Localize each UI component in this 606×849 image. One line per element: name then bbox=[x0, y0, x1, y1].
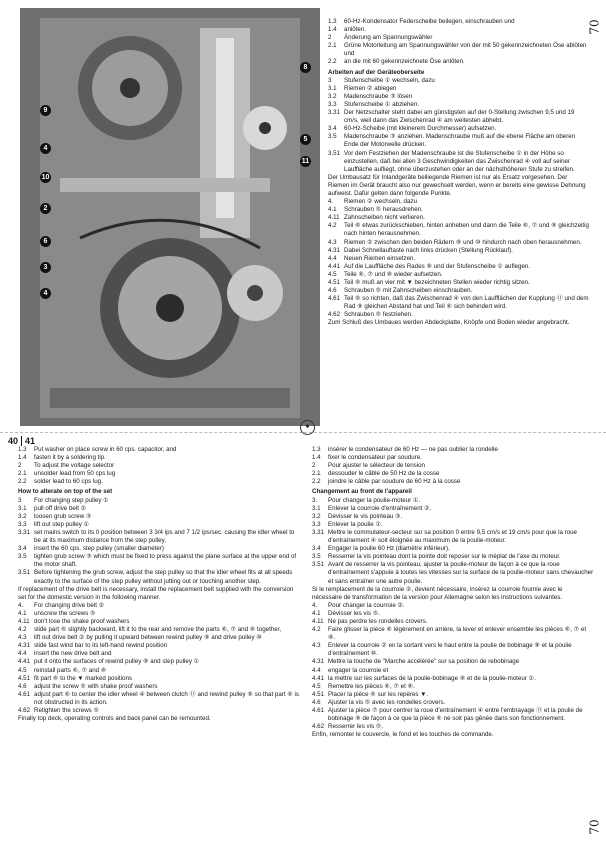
french-step-row bbox=[312, 454, 594, 462]
english-step-row bbox=[18, 569, 300, 585]
step-number: 4.61 bbox=[312, 707, 325, 714]
german-step-row bbox=[328, 101, 590, 109]
step-number: 3.1 bbox=[312, 504, 321, 512]
callout-5: 5 bbox=[300, 134, 311, 145]
step-text: Madenschraube ③ anziehen. Madenschraube muß auf die ebene Fläche am oberen Ende der Motorwelle drücken. bbox=[344, 133, 576, 149]
english-step-row bbox=[18, 618, 300, 626]
german-step-row bbox=[328, 26, 590, 34]
english-step-row bbox=[18, 462, 300, 470]
step-text: Placer la pièce ⑥ sur les repères ▼. bbox=[328, 690, 429, 698]
step-text: reinstall parts ⑥, ⑦ and ⑧ bbox=[34, 666, 107, 674]
german-step-row bbox=[328, 214, 590, 222]
callout-10: 10 bbox=[41, 174, 50, 181]
french-step-row bbox=[312, 683, 594, 691]
step-number: 3.2 bbox=[312, 512, 321, 520]
step-text: Vor dem Festziehen der Madenschraube ist die Stufenscheibe ① in der Höhe so einzustellen, daß bei allen 3 Geschwindigkeiten das Zwischenrad ④ voll auf seiner Lauffläche aufliegt, ohne überzustehen oder an der nächsthöheren Stufe zu streifen. bbox=[344, 149, 575, 173]
step-text: insert the 60 cps. step pulley (smaller diameter) bbox=[34, 545, 164, 553]
step-text: set mains switch to its 0 position between 3 3/4 ips and 7 1/2 ips/sec. causing the idler wheel to be at its maximum distance from the step pulley, bbox=[34, 528, 295, 545]
step-number: 4.11 bbox=[18, 617, 30, 625]
step-text: lift out step pulley ① bbox=[34, 520, 90, 528]
step-number: 3 bbox=[18, 496, 22, 504]
english-step-row bbox=[18, 658, 300, 666]
german-step-row bbox=[328, 133, 590, 149]
french-step-row bbox=[312, 667, 594, 675]
callout-6: 6 bbox=[40, 236, 51, 247]
step-text: an die mit 60 gekennzeichnete Öse anlöten. bbox=[344, 58, 465, 66]
step-text: To adjust the voltage selector bbox=[34, 462, 115, 470]
step-number: 4.61 bbox=[328, 295, 341, 303]
french-step-row bbox=[312, 642, 594, 658]
step-text: solder lead to 60 cps lug. bbox=[34, 478, 103, 486]
step-number: 3.31 bbox=[18, 528, 31, 536]
step-text: Avant de resserrer la vis pointeau, ajuster la poulie-moteur de façon à ce que la roue d'entraînement s'appuie à toutes les vitesses sur la surface de la poulie-moteur sans chevaucher et sans entraîner une autre poulie. bbox=[328, 561, 594, 585]
english-step-row bbox=[18, 642, 300, 650]
callout-9: 9 bbox=[40, 105, 51, 116]
step-number: 1.3 bbox=[328, 18, 337, 25]
step-number: 1.4 bbox=[328, 26, 337, 34]
step-number: 4.11 bbox=[328, 214, 340, 222]
step-text: fixer le condensateur par soudure. bbox=[328, 454, 422, 462]
step-text: For changing step pulley ① bbox=[34, 496, 109, 504]
french-heading: Changement au front de l'appareil bbox=[312, 488, 412, 496]
step-number: 2 bbox=[312, 462, 316, 470]
german-step-row bbox=[328, 85, 590, 93]
step-text: Madenschraube ③ lösen bbox=[344, 92, 413, 100]
step-number: 4.5 bbox=[328, 270, 337, 278]
german-step-row bbox=[328, 34, 590, 42]
english-step-row bbox=[18, 602, 300, 610]
english-paragraph: If replacement of the drive belt is necessary, install the replacement belt supplied with the conversion set for the domestic version in the following manner. bbox=[18, 585, 294, 601]
step-number: 4.1 bbox=[18, 609, 27, 617]
step-number: 4.11 bbox=[312, 617, 324, 625]
step-text: adjust part ⑥ to center the idler wheel ④ between clutch ⑪ and rewind pulley ⑨ so that part ⑥ is not obstructed in its action. bbox=[34, 690, 300, 706]
english-step-row bbox=[18, 610, 300, 618]
step-text: Dévisser les vis ⑤. bbox=[328, 609, 380, 617]
step-text: For changing drive belt ② bbox=[34, 601, 105, 609]
german-heading: Arbeiten auf der Geräteoberseite bbox=[328, 68, 425, 76]
step-text: Riemen ② zwischen den beiden Rädern ⑨ und ⑩ hindurch nach oben herausnehmen. bbox=[344, 238, 582, 246]
step-text: dessouder le câble de 50 Hz de la cosse bbox=[328, 470, 440, 478]
english-step-row bbox=[18, 675, 300, 683]
step-number: 3.1 bbox=[18, 504, 27, 512]
step-text: lift out drive belt ② by pulling it upward between rewind pulley ⑨ and drive pulley ⑩ bbox=[34, 634, 262, 642]
step-text: Put washer on place screw in 60 cps. capacitor, and bbox=[34, 446, 177, 453]
english-step-row bbox=[18, 478, 300, 486]
step-number: 4.6 bbox=[328, 287, 337, 295]
step-number: 3.1 bbox=[328, 84, 337, 92]
step-number: 4.1 bbox=[312, 609, 321, 617]
step-number: 2 bbox=[18, 462, 22, 470]
step-text: Schrauben ⑤ mit Zahnscheiben einschrauben. bbox=[344, 287, 473, 295]
step-number: 2.2 bbox=[328, 58, 337, 66]
step-number: 3.3 bbox=[328, 100, 337, 108]
german-paragraph: Der Umbausatz für Inlandgeräte beiliegende Riemen ist nur als Ersatz vorgesehen. Der Riemen im Gerät braucht also nur gewechselt werden, wenn er bereits eine gewisse Dehnung aufweist. Dafür gelten dann folgende Punkte. bbox=[328, 173, 586, 197]
step-text: Riemen ② ablegen bbox=[344, 84, 397, 92]
step-number: 1.4 bbox=[312, 454, 321, 462]
german-step-row bbox=[328, 58, 590, 66]
german-step-row bbox=[328, 247, 590, 255]
german-step-row bbox=[328, 279, 590, 287]
step-text: put it onto the surfaces of rewind pulley ⑨ and step pulley ① bbox=[34, 658, 200, 666]
step-text: Grüne Motorleitung am Spannungswähler von der mit 50 gekennzeichneten Öse ablöten und bbox=[344, 42, 587, 58]
page-number-left: 40 bbox=[8, 436, 19, 446]
english-step-row bbox=[18, 650, 300, 658]
german-step-row bbox=[328, 295, 590, 311]
step-number: 1.3 bbox=[312, 446, 321, 453]
step-text: don't lose the shake proof washers bbox=[34, 617, 130, 625]
french-step-row bbox=[312, 658, 594, 666]
french-instructions bbox=[312, 446, 594, 739]
step-number: 4.2 bbox=[312, 626, 321, 634]
step-text: engager la courroie et bbox=[328, 666, 389, 674]
step-number: 4.4 bbox=[18, 650, 27, 658]
step-text: Dévisser le vis pointeau ③. bbox=[328, 512, 403, 520]
step-number: 3.51 bbox=[328, 149, 341, 157]
step-text: Mettre le commutateur-secteur sur sa position 0 entre 9,5 cm/s et 19 cm/s pour que la roue d'entraînement ④ soit éloignée au maximum de la poulie-moteur. bbox=[328, 528, 577, 545]
step-number: 4.51 bbox=[328, 279, 341, 286]
step-number: 3.5 bbox=[328, 133, 337, 141]
french-step-row bbox=[312, 602, 594, 610]
french-step-row bbox=[312, 699, 594, 707]
step-text: insérer le condensateur de 60 Hz — ne pas oublier la rondelle bbox=[328, 446, 498, 453]
step-text: Engager la poulie 60 Hz (diamètre inférieur). bbox=[328, 545, 450, 553]
step-number: 3.3 bbox=[18, 520, 27, 528]
german-step-row bbox=[328, 77, 590, 85]
step-text: Ne pas perdre les rondelles crovers. bbox=[328, 617, 428, 625]
step-text: Enlever la courroie ② en la sortant vers le haut entre la poulie de bobinage ⑨ et la poulie d'entraînement ⑩. bbox=[328, 642, 572, 658]
french-step-row bbox=[312, 505, 594, 513]
german-step-row bbox=[328, 287, 590, 295]
step-number: 4.31 bbox=[18, 642, 31, 650]
french-step-row bbox=[312, 707, 594, 723]
step-text: Stufenscheibe ① abziehen. bbox=[344, 100, 420, 108]
step-text: insert the new drive belt and bbox=[34, 650, 112, 658]
english-step-row bbox=[18, 707, 300, 715]
german-step-row bbox=[328, 198, 590, 206]
english-step-row bbox=[18, 513, 300, 521]
step-number: 4. bbox=[328, 198, 334, 206]
step-text: Pour changer la poulie-moteur ①. bbox=[328, 496, 421, 504]
step-text: Pour ajuster le sélecteur de tension bbox=[328, 462, 425, 470]
step-number: 4.3 bbox=[312, 642, 321, 650]
german-step-row bbox=[328, 239, 590, 247]
german-closing: Zum Schluß des Umbaues werden Abdeckplatte, Knöpfe und Boden wieder angebracht. bbox=[328, 319, 570, 327]
step-text: 60-Hz-Kondensator Federscheibe beilegen, einschrauben und bbox=[344, 18, 515, 25]
step-text: Remettre les pièces ⑥, ⑦ et ⑧. bbox=[328, 682, 415, 690]
step-number: 2 bbox=[328, 34, 332, 42]
step-number: 3.51 bbox=[312, 561, 325, 569]
page-number-right: 41 bbox=[25, 436, 36, 446]
step-number: 3.4 bbox=[312, 545, 321, 553]
english-step-row bbox=[18, 529, 300, 545]
english-step-row bbox=[18, 634, 300, 642]
step-text: Teil ⑥ so richten, daß das Zwischenrad ④ von den Laufflächen der Kupplung ⑪ und dem Rad ⑨ gleichen Abstand hat und Teil ⑥ sich behindert wird. bbox=[344, 295, 589, 311]
german-step-row bbox=[328, 109, 590, 125]
step-number: 3.2 bbox=[328, 92, 337, 100]
german-instructions bbox=[328, 18, 590, 328]
step-text: unsolder lead from 50 cps lug bbox=[34, 470, 116, 478]
step-text: la mettre sur les surfaces de la poulie-bobinage ⑨ et de la poulie-moteur ①. bbox=[328, 674, 536, 682]
step-number: 4.3 bbox=[18, 634, 27, 642]
page-number bbox=[8, 436, 35, 446]
step-text: pull off drive belt ② bbox=[34, 504, 87, 512]
english-step-row bbox=[18, 521, 300, 529]
step-text: Teile ⑥, ⑦ und ⑧ wieder aufsetzen. bbox=[344, 270, 443, 278]
callout-3: 3 bbox=[40, 262, 51, 273]
callout-4b: 4 bbox=[40, 288, 51, 299]
step-number: 4. bbox=[312, 601, 318, 609]
step-number: 3.2 bbox=[18, 512, 27, 520]
step-text: anlöten. bbox=[344, 26, 367, 34]
step-text: Schrauben ⑤ festziehen. bbox=[344, 311, 413, 319]
french-closing: Enfin, remonter le couvercle, le fond et les touches de commande. bbox=[312, 731, 494, 739]
french-step-row bbox=[312, 553, 594, 561]
step-text: fit part ⑥ to the ▼ marked positions bbox=[34, 674, 132, 682]
step-number: 1.3 bbox=[18, 446, 27, 453]
mechanism-photo bbox=[20, 8, 320, 426]
step-text: Mettre la touche de "Marche accélérée" sur sa position de rebobinage bbox=[328, 658, 520, 666]
english-step-row bbox=[18, 505, 300, 513]
step-number: 2.2 bbox=[312, 478, 321, 486]
german-step-row bbox=[328, 263, 590, 271]
step-number: 4.51 bbox=[312, 690, 325, 698]
step-number: 4.2 bbox=[18, 626, 27, 634]
french-step-row bbox=[312, 529, 594, 545]
step-number: 4.62 bbox=[328, 311, 341, 319]
step-number: 3.31 bbox=[328, 109, 341, 117]
german-step-row bbox=[328, 311, 590, 319]
stamp-icon: ✱ bbox=[300, 420, 315, 435]
german-step-row bbox=[328, 125, 590, 133]
step-number: 4.41 bbox=[312, 674, 325, 682]
step-number: 4.5 bbox=[18, 666, 27, 674]
step-text: loosen grub screw ③ bbox=[34, 512, 92, 520]
step-text: Teil ⑥ muß an vier mit ▼ bezeichneten Stellen wieder richtig sitzen. bbox=[344, 279, 530, 286]
step-text: Enlever la courroie d'entraînement ②. bbox=[328, 504, 432, 512]
french-step-row bbox=[312, 618, 594, 626]
german-step-row bbox=[328, 255, 590, 263]
tape-deck-mechanism-illustration bbox=[20, 8, 320, 426]
french-step-row bbox=[312, 497, 594, 505]
step-text: unscrew the screws ⑤ bbox=[34, 609, 96, 617]
step-text: Auf die Lauffläche des Rades ⑨ und der Stufenscheibe ① auflegen. bbox=[344, 262, 531, 270]
german-step-row bbox=[328, 42, 590, 58]
french-step-row bbox=[312, 691, 594, 699]
step-text: Änderung am Spannungswähler bbox=[344, 34, 433, 42]
step-number: 3.51 bbox=[18, 569, 31, 577]
english-step-row bbox=[18, 497, 300, 505]
callout-2: 2 bbox=[40, 203, 51, 214]
english-step-row bbox=[18, 454, 300, 462]
french-step-row bbox=[312, 545, 594, 553]
english-closing: Finally top deck, operating controls and back panel can be remounted. bbox=[18, 715, 211, 723]
step-number: 3.4 bbox=[18, 545, 27, 553]
french-step-row bbox=[312, 521, 594, 529]
step-number: 4.41 bbox=[18, 658, 31, 666]
step-number: 1.4 bbox=[18, 454, 27, 462]
french-step-row bbox=[312, 462, 594, 470]
step-number: 4. bbox=[18, 601, 24, 609]
english-step-row bbox=[18, 553, 300, 569]
step-text: slide fast wind bar to its left-hand rewind position bbox=[34, 642, 168, 650]
step-text: Dabei Schnellauftaste nach links drücken (Stellung Rücklauf). bbox=[344, 246, 513, 254]
step-text: Ajuster la pièce ⑦ pour centrer la roue d'entraînement ④ entre l'embrayage ⑪ et la poulie de bobinage ⑨ de façon à ce que la pièce ⑥ ne soit pas gênée dans son fonctionnement. bbox=[328, 707, 583, 723]
step-number: 3 bbox=[328, 76, 332, 84]
step-number: 4.6 bbox=[18, 682, 27, 690]
french-step-row bbox=[312, 478, 594, 486]
step-number: 2.1 bbox=[18, 470, 27, 478]
callout-11: 11 bbox=[301, 158, 310, 165]
step-text: tighten grub screw ③ which must be fixed to press against the plane surface at the upper end of the motor shaft. bbox=[34, 553, 297, 569]
callout-4: 4 bbox=[40, 143, 51, 154]
english-instructions bbox=[18, 446, 300, 723]
step-number: 4.41 bbox=[328, 262, 341, 270]
step-number: 3.31 bbox=[312, 528, 325, 536]
step-number: 4.3 bbox=[328, 238, 337, 246]
step-text: Before tightening the grub screw, adjust the step pulley so that the idler wheel fits at all speeds exactly to the surface of the step pulley without jutting out or touching another step. bbox=[34, 569, 293, 585]
step-text: joindre le câble par soudure de 60 Hz à la cosse bbox=[328, 478, 461, 486]
german-step-row bbox=[328, 271, 590, 279]
german-step-row bbox=[328, 93, 590, 101]
french-step-row bbox=[312, 446, 594, 454]
step-number: 4.31 bbox=[312, 658, 325, 666]
german-step-row bbox=[328, 18, 590, 26]
step-number: 4.5 bbox=[312, 682, 321, 690]
step-text: Pour changer la courroie ②. bbox=[328, 601, 405, 609]
step-number: 3.4 bbox=[328, 125, 337, 133]
step-number: 4.31 bbox=[328, 246, 341, 254]
english-step-row bbox=[18, 683, 300, 691]
step-number: 4.4 bbox=[312, 666, 321, 674]
step-number: 2.2 bbox=[18, 478, 27, 486]
german-step-row bbox=[328, 206, 590, 214]
margin-mark-top: 70 bbox=[587, 19, 602, 35]
french-step-row bbox=[312, 626, 594, 642]
step-text: Ajuster la vis ⑤ avec les rondelles crovers. bbox=[328, 698, 446, 706]
english-step-row bbox=[18, 626, 300, 634]
margin-mark-bottom: 70 bbox=[587, 819, 602, 835]
step-text: Riemen ② wechseln, dazu bbox=[344, 198, 417, 206]
step-text: Teil ⑥ etwas zurückschieben, hinten anheben und dann die Teile ⑥, ⑦ und ⑧ gleichzeitig nach hinten herausnehmen. bbox=[344, 222, 589, 238]
step-number: 4.1 bbox=[328, 206, 337, 214]
step-text: Resserrer les vis ⑤. bbox=[328, 723, 384, 731]
step-number: 3. bbox=[312, 496, 318, 504]
step-number: 4.61 bbox=[18, 690, 31, 698]
french-step-row bbox=[312, 610, 594, 618]
step-number: 3.5 bbox=[18, 553, 27, 561]
french-step-row bbox=[312, 561, 594, 585]
callout-8: 8 bbox=[300, 62, 311, 73]
step-number: 4.51 bbox=[18, 674, 31, 682]
german-step-row bbox=[328, 222, 590, 238]
english-heading: How to alterate on top of the set bbox=[18, 488, 113, 496]
english-step-row bbox=[18, 446, 300, 454]
step-number: 4.62 bbox=[18, 707, 31, 714]
step-number: 4.62 bbox=[312, 723, 325, 731]
step-text: Retighten the screws ⑤ bbox=[34, 707, 100, 714]
step-text: Enlever la poulie ①. bbox=[328, 520, 383, 528]
step-number: 3.3 bbox=[312, 520, 321, 528]
step-number: 4.2 bbox=[328, 222, 337, 230]
step-text: Der Netzschalter steht dabei am günstigsten auf der 0-Stellung zwischen 9,5 und 19 cm/s, weil dann das Zwischenrad ④ am weitesten abhebt. bbox=[344, 109, 575, 125]
step-number: 4.4 bbox=[328, 254, 337, 262]
step-text: slide part ⑥ slightly backward, lift it to the rear and remove the parts ⑥, ⑦ and ⑧ together, bbox=[34, 626, 282, 634]
english-step-row bbox=[18, 470, 300, 478]
french-step-row bbox=[312, 675, 594, 683]
step-text: fasten it by a soldering tip. bbox=[34, 454, 106, 462]
step-number: 4.6 bbox=[312, 698, 321, 706]
step-text: Faire glisser la pièce ⑥ légèrement en arrière, la lever et enlever ensemble les pièces ⑥, ⑦ et ⑧. bbox=[328, 626, 587, 642]
english-step-row bbox=[18, 667, 300, 675]
english-step-row bbox=[18, 691, 300, 707]
french-step-row bbox=[312, 470, 594, 478]
step-text: Resserrer la vis pointeau dont la pointe doit reposer sur le méplat de l'axe du moteur. bbox=[328, 553, 561, 561]
step-text: Schrauben ⑤ herausdrehen. bbox=[344, 206, 423, 214]
step-text: Stufenscheibe ① wechseln, dazu bbox=[344, 76, 435, 84]
step-text: 60-Hz-Scheibe (mit kleinerem Durchmesser) aufsetzen. bbox=[344, 125, 497, 133]
step-text: Neuen Riemen einsetzen. bbox=[344, 254, 416, 262]
french-step-row bbox=[312, 513, 594, 521]
step-text: Zahnscheiben nicht verlieren. bbox=[344, 214, 425, 222]
step-number: 2.1 bbox=[328, 42, 337, 50]
german-step-row bbox=[328, 150, 590, 174]
step-number: 2.1 bbox=[312, 470, 321, 478]
french-paragraph: Si le remplacement de la courroie ②, devient nécessaire, insérez la courroie fournie avec le nécessaire de transformation de la version pour Allemagne selon les instructions suivantes. bbox=[312, 585, 563, 601]
step-number: 3.5 bbox=[312, 553, 321, 561]
english-step-row bbox=[18, 545, 300, 553]
step-text: adjust the screw ⑤ with shake proof washers bbox=[34, 682, 158, 690]
french-step-row bbox=[312, 723, 594, 731]
